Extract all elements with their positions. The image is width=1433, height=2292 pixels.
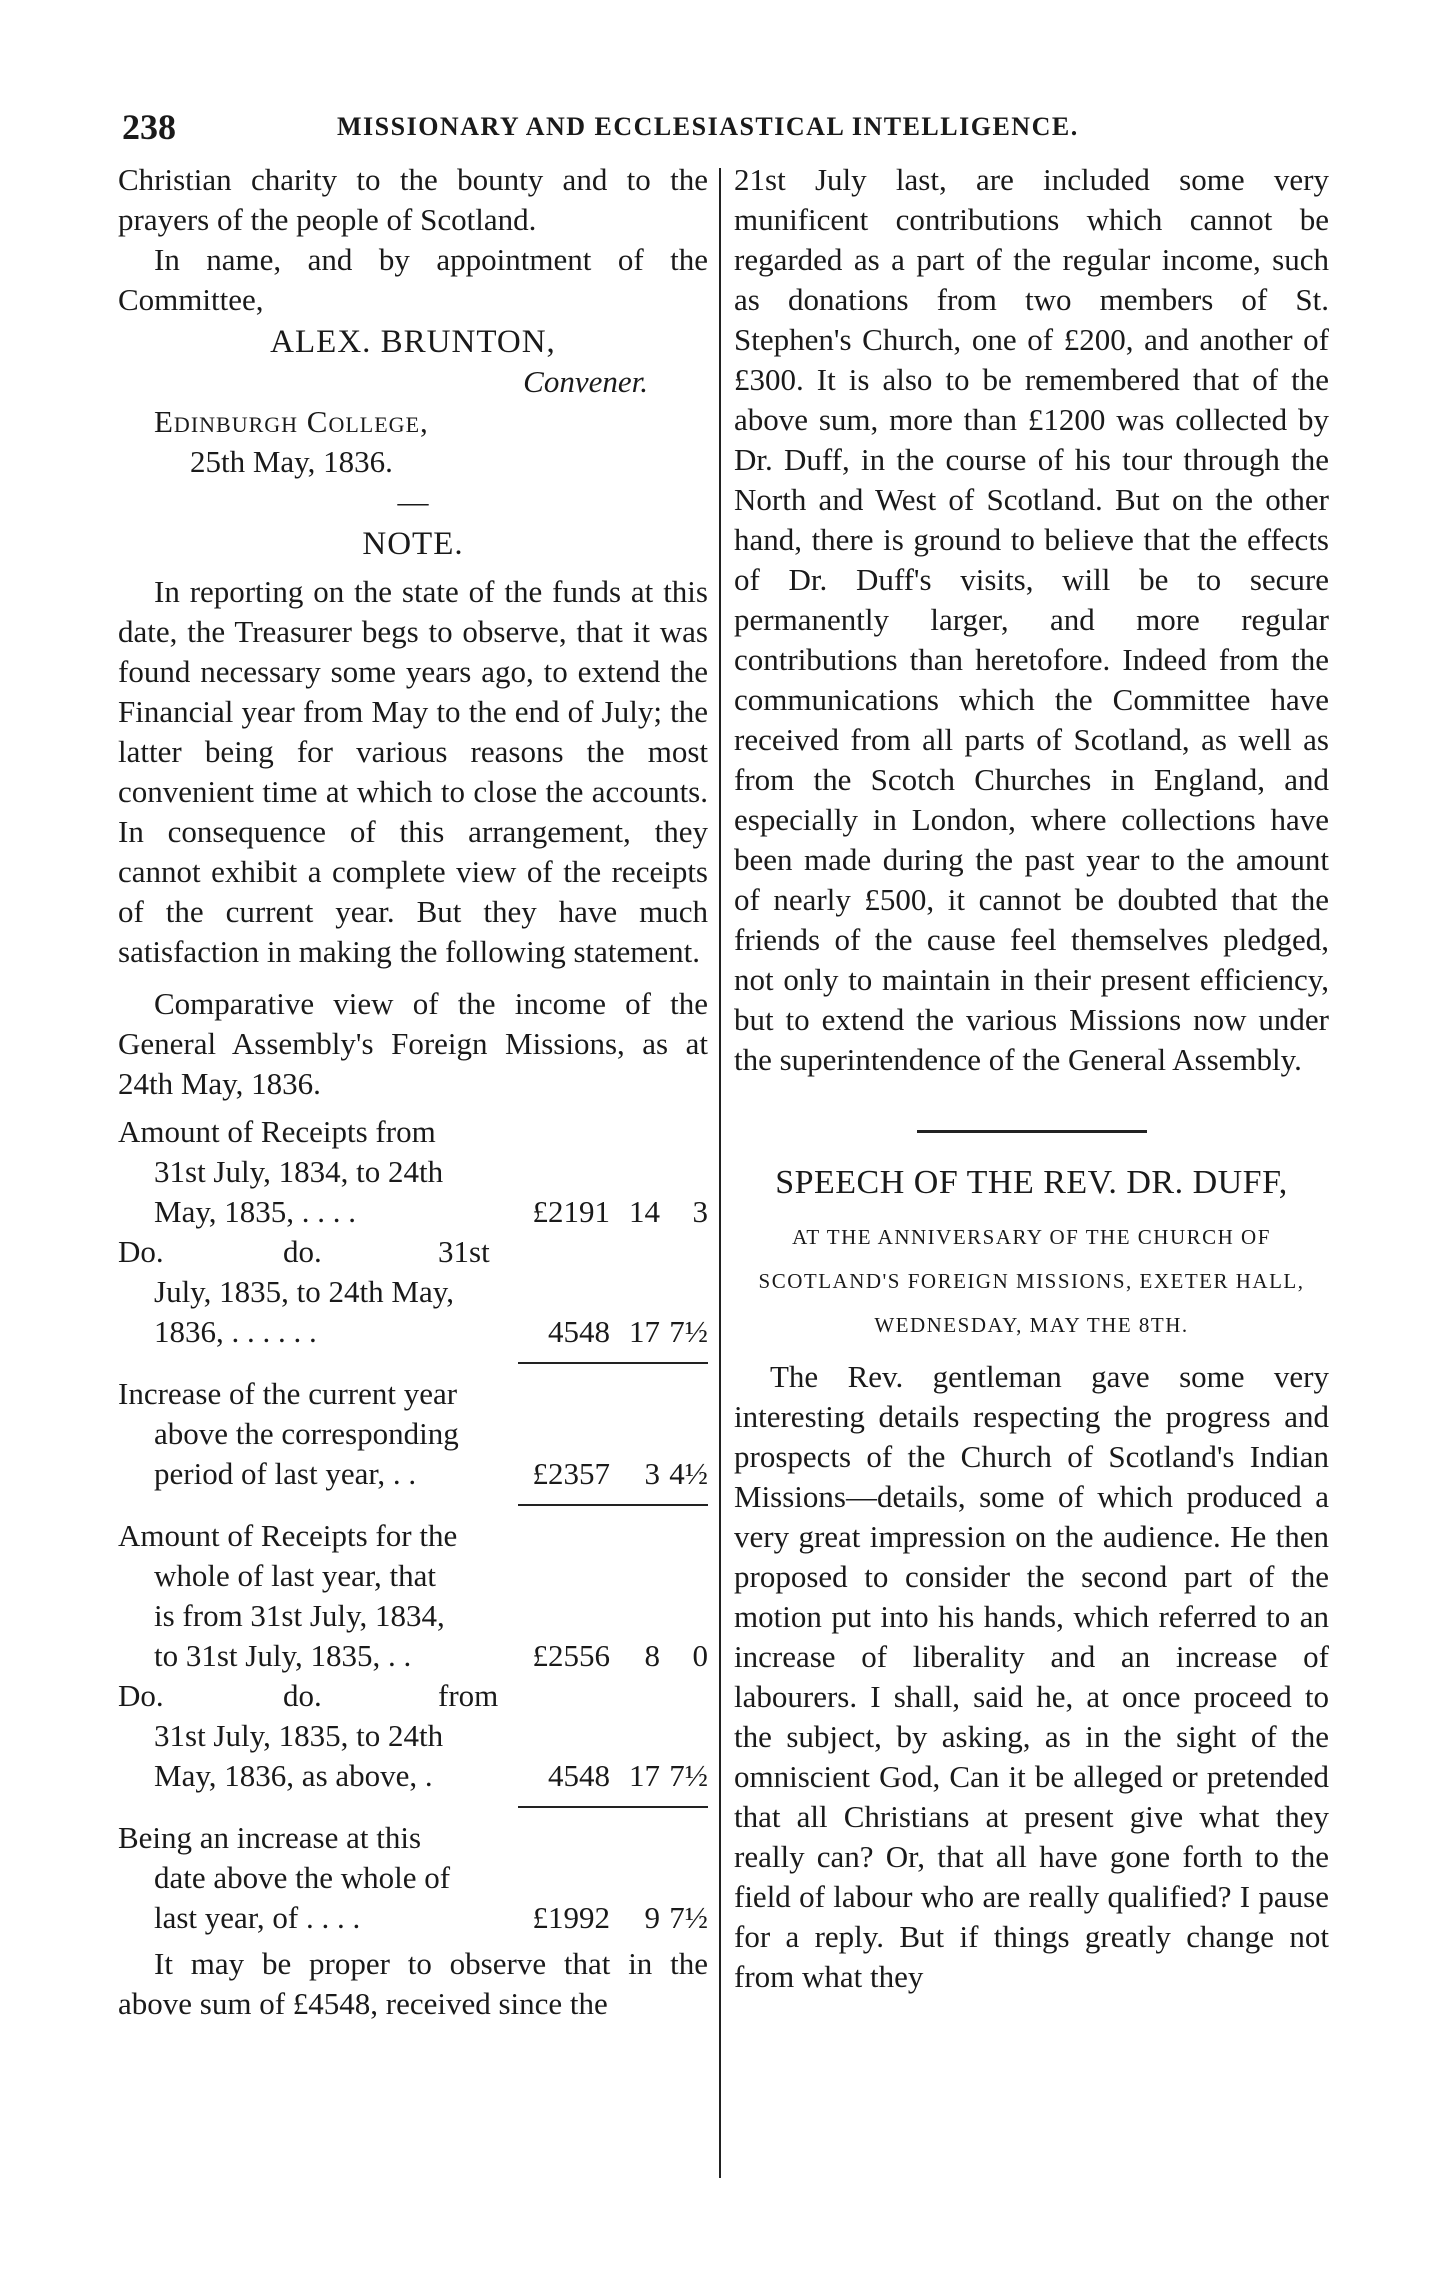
ledger-text: Being an increase at this	[118, 1820, 422, 1855]
amount-shillings: 3	[644, 1456, 660, 1491]
ledger-text: date above the whole of	[154, 1860, 451, 1895]
signatory-name: ALEX. BRUNTON,	[270, 324, 556, 360]
ledger-text: May, 1835, . . . .	[154, 1194, 357, 1229]
ledger-block-whole-year	[118, 1516, 708, 1796]
running-title: MISSIONARY AND ECCLESIASTICAL INTELLIGENCE.	[337, 112, 1079, 141]
amount-pence: 7½	[669, 1758, 708, 1793]
amount-pounds: £2191	[532, 1194, 610, 1229]
amount-shillings: 8	[644, 1638, 660, 1673]
amount-pence: 4½	[669, 1456, 708, 1491]
ledger-text: from	[438, 1678, 499, 1713]
ledger-text: above the corresponding	[154, 1416, 459, 1451]
column-divider	[719, 168, 721, 2178]
amount-pounds: £2357	[532, 1456, 610, 1491]
ledger-text: Amount of Receipts for the	[118, 1518, 458, 1553]
amount-pounds: £1992	[532, 1900, 610, 1935]
ledger-block-increase	[118, 1374, 708, 1494]
speech-subtitle: AT THE ANNIVERSARY OF THE CHURCH OF SCOTLAND'S FOREIGN MISSIONS, EXETER HALL, WEDNESDAY, MAY THE 8TH.	[758, 1225, 1305, 1337]
sum-rule	[518, 1362, 708, 1364]
ledger-text: is from 31st July, 1834,	[154, 1598, 445, 1633]
amount-pounds: 4548	[548, 1758, 610, 1793]
ledger-text: to 31st July, 1835, . .	[154, 1638, 412, 1673]
closing-paragraph: It may be proper to observe that in the above sum of £4548, received since the	[118, 1946, 708, 2021]
amount-pence: 7½	[669, 1900, 708, 1935]
ledger-text: July, 1835, to 24th May,	[154, 1274, 454, 1309]
amount-shillings: 9	[644, 1900, 660, 1935]
ledger-text: 31st	[438, 1234, 490, 1269]
ledger-ditto: Do.	[118, 1678, 164, 1713]
amount-pounds: £2556	[532, 1638, 610, 1673]
page-header	[122, 106, 1332, 152]
ledger-text: May, 1836, as above, .	[154, 1758, 433, 1793]
ledger-ditto: Do.	[118, 1234, 164, 1269]
ledger-text: 31st July, 1835, to 24th	[154, 1718, 444, 1753]
ledger-ditto: do.	[283, 1678, 322, 1713]
amount-shillings: 14	[629, 1194, 660, 1229]
ledger-text: Increase of the current year	[118, 1376, 458, 1411]
paragraph: Christian charity to the bounty and to the prayers of the people of Scotland.	[118, 162, 708, 237]
note-paragraph: In reporting on the state of the funds at this date, the Treasurer begs to observe, that it was found necessary some years ago, to extend the Financial year from May to the end of July; the latter being for various reasons the most convenient time at which to close the accounts. In consequence of this arrangement, they cannot exhibit a complete view of the receipts of the current year. But they have much satisfaction in making the following statement.	[118, 574, 708, 969]
amount-shillings: 17	[629, 1758, 660, 1793]
amount-shillings: 17	[629, 1314, 660, 1349]
ledger-ditto: do.	[283, 1234, 322, 1269]
amount-pence: 0	[692, 1638, 708, 1673]
section-separator-rule	[917, 1130, 1147, 1133]
ledger-text: whole of last year, that	[154, 1558, 436, 1593]
ledger-block-receipts	[118, 1112, 708, 1352]
amount-pence: 3	[692, 1194, 708, 1229]
speech-paragraph: The Rev. gentleman gave some very interesting details respecting the progress and prospects of the Church of Scotland's Indian Missions—details, some of which produced a very great impression on the audience. He then proposed to consider the second part of the motion put into his hands, which referred to an increase of liberality and an increase of labourers. I shall, said he, at once proceed to the subject, by asking, as in the sight of the omniscient God, Can it be alleged or pretended that all Christians at present give what they really can? Or, that all have gone forth to the field of labour who are really qualified? I pause for a reply. But if things greatly change not from what they	[734, 1359, 1329, 1994]
sum-rule	[518, 1806, 708, 1808]
paragraph: In name, and by appointment of the Committee,	[118, 242, 708, 317]
right-column	[734, 160, 1329, 1997]
ledger-text: last year, of . . . .	[154, 1900, 361, 1935]
left-column	[118, 160, 708, 2024]
amount-pounds: 4548	[548, 1314, 610, 1349]
paragraph: 21st July last, are included some very munificent contributions which cannot be regarded as a part of the regular income, such as donations from two members of St. Stephen's Church, one of £200, and another of £300. It is also to be remembered that of the above sum, more than £1200 was collected by Dr. Duff, in the course of his tour through the North and West of Scotland. But on the other hand, there is ground to believe that the effects of Dr. Duff's visits, will be to secure permanently larger, and more regular contributions than heretofore. Indeed from the communications which the Committee have received from all parts of Scotland, as well as from the Scotch Churches in England, and especially in London, where collections have been made during the past year to the amount of nearly £500, it cannot be doubted that the friends of the cause feel themselves pledged, not only to maintain in their present efficiency, but to extend the various Missions now under the superintendence of the General Assembly.	[734, 162, 1329, 1077]
ledger-text: 1836, . . . . . .	[154, 1314, 317, 1349]
ledger-text: 31st July, 1834, to 24th	[154, 1154, 444, 1189]
amount-pence: 7½	[669, 1314, 708, 1349]
speech-title: SPEECH OF THE REV. DR. DUFF,	[775, 1164, 1288, 1201]
signatory-title: Convener.	[523, 364, 648, 399]
note-heading: NOTE.	[362, 526, 464, 562]
date-line: 25th May, 1836.	[190, 444, 393, 479]
page-number: 238	[122, 107, 176, 147]
comparative-paragraph: Comparative view of the income of the General Assembly's Foreign Missions, as at 24th May, 1836.	[118, 986, 708, 1101]
dash-separator: —	[397, 484, 429, 519]
ledger-block-net-increase	[118, 1818, 708, 1938]
place-line: Edinburgh College,	[154, 404, 429, 439]
ledger-text: Amount of Receipts from	[118, 1114, 436, 1149]
ledger-text: period of last year, . .	[154, 1456, 417, 1491]
sum-rule	[518, 1504, 708, 1506]
